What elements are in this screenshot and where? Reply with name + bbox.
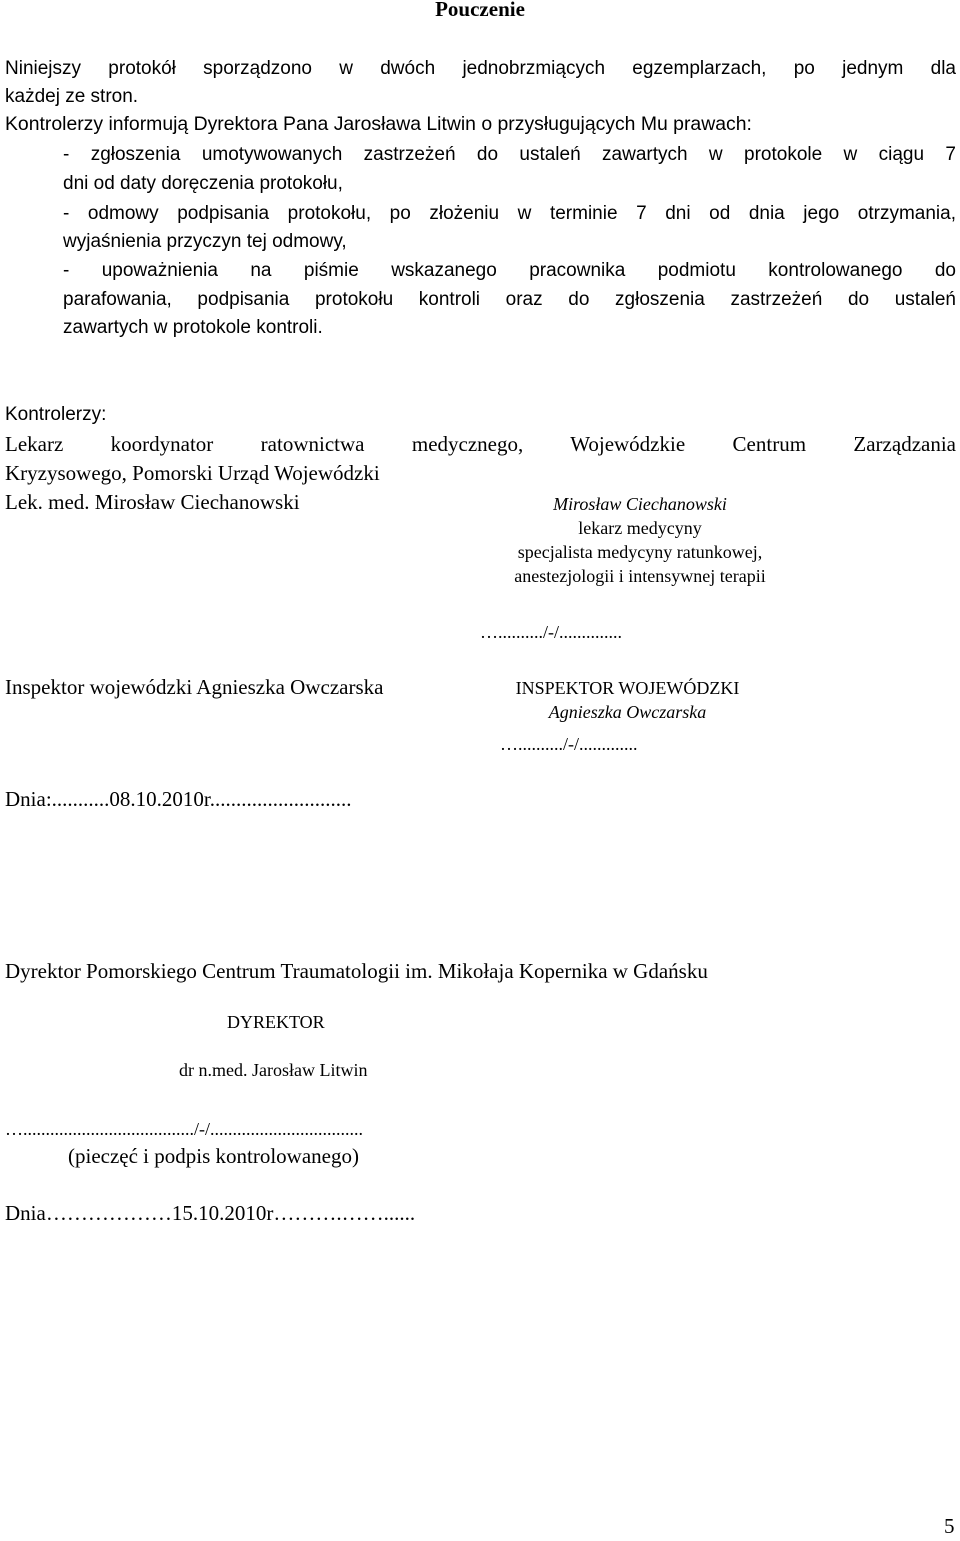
controllers-date: Dnia:...........08.10.2010r........................... <box>5 787 352 811</box>
intro-line-2: każdej ze stron. <box>5 86 139 107</box>
rights-heading: Kontrolerzy informują Dyrektora Pana Jarosława Litwin o przysługujących Mu prawach: <box>5 113 752 135</box>
rights-item-1-line-1: - zgłoszenia umotywowanych zastrzeżeń do ustaleń zawartych w protokole w ciągu 7 <box>63 144 956 165</box>
rights-item-3-line-1: - upoważnienia na piśmie wskazanego pracownika podmiotu kontrolowanego do <box>63 260 956 281</box>
controllers-role-line-1: Lekarz koordynator ratownictwa medycznego, Wojewódzkie Centrum Zarządzania <box>5 432 956 456</box>
rights-item-2-line-1: - odmowy podpisania protokołu, po złożeniu w terminie 7 dni od dnia jego otrzymania, <box>63 203 956 224</box>
controller-1-stamp <box>460 492 820 588</box>
intro-line-1: Niniejszy protokół sporządzono w dwóch jednobrzmiących egzemplarzach, po jednym dla <box>5 58 956 79</box>
controller-1-signature: …........../-/.............. <box>480 622 622 642</box>
controllers-label: Kontrolerzy: <box>5 404 107 425</box>
controller-1-stamp-line-4: anestezjologii i intensywnej terapii <box>514 566 766 586</box>
controllers-role-line-2: Kryzysowego, Pomorski Urząd Wojewódzki <box>5 461 380 485</box>
rights-item-1-line-2: dni od daty doręczenia protokołu, <box>63 173 343 194</box>
page-number: 5 <box>944 1514 955 1538</box>
controller-1-stamp-line-2: lekarz medycyny <box>578 518 702 538</box>
controller-1-stamp-name: Mirosław Ciechanowski <box>553 494 727 514</box>
director-stamp-name: dr n.med. Jarosław Litwin <box>179 1060 368 1080</box>
controller-1-name: Lek. med. Mirosław Ciechanowski <box>5 490 300 514</box>
rights-item-3-line-3: zawartych w protokole kontroli. <box>63 317 323 338</box>
controller-2-name: Inspektor wojewódzki Agnieszka Owczarska <box>5 675 384 699</box>
rights-item-2-line-2: wyjaśnienia przyczyn tej odmowy, <box>63 231 347 252</box>
director-signature: …....................................../-/.................................. <box>5 1119 363 1139</box>
rights-item-3-line-2: parafowania, podpisania protokołu kontroli oraz do zgłoszenia zastrzeżeń do ustaleń <box>63 289 956 310</box>
controller-2-stamp-name: Agnieszka Owczarska <box>548 702 707 722</box>
director-heading: Dyrektor Pomorskiego Centrum Traumatologii im. Mikołaja Kopernika w Gdańsku <box>5 959 708 983</box>
director-date: Dnia………………15.10.2010r……….……...... <box>5 1201 416 1225</box>
controller-2-signature: …........../-/............. <box>500 734 638 754</box>
director-signature-caption: (pieczęć i podpis kontrolowanego) <box>68 1144 359 1168</box>
controller-1-stamp-line-3: specjalista medycyny ratunkowej, <box>517 542 763 562</box>
controller-2-stamp-line-1: INSPEKTOR WOJEWÓDZKI <box>515 678 740 698</box>
director-stamp-title: DYREKTOR <box>227 1012 325 1032</box>
controller-2-stamp <box>465 676 790 724</box>
page-title: Pouczenie <box>435 0 525 21</box>
